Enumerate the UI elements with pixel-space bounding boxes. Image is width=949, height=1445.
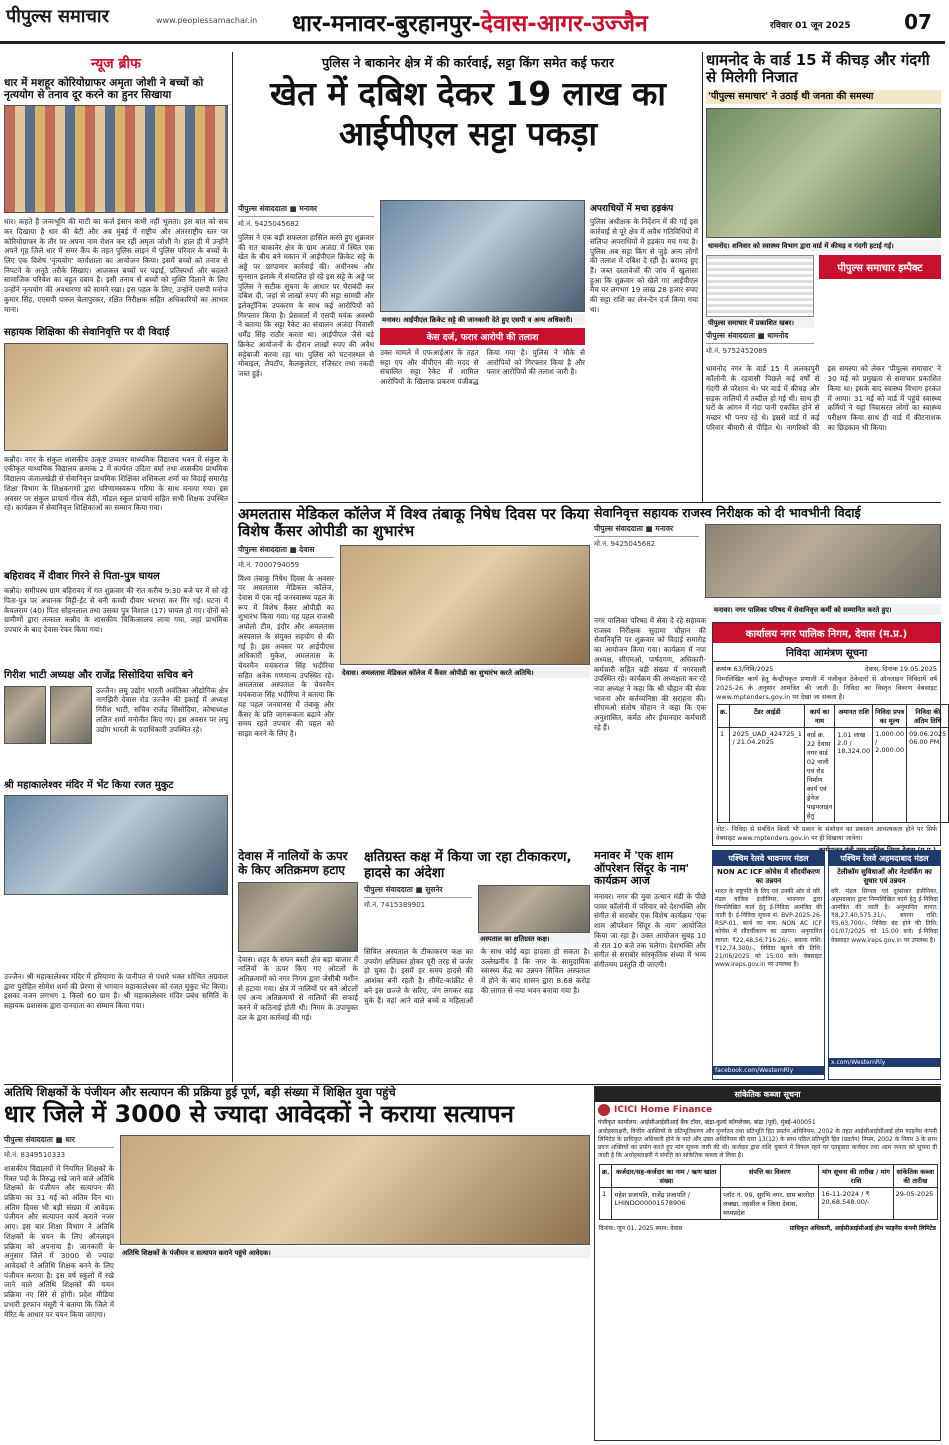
railway-ad2-body: वरि. मंडल सिग्नल एवं दूरसंचार इंजीनियर, अहमदाबाद द्वारा निम्नलिखित कार्य हेतु ई-निविदा आमंत्रित की जाती है। अनुमानित लागत: ₹8,27,40,575.31/-, बयाना राशि: ₹5,63,700/-, निविदा बंद होने की तिथि: 01/07/2025 को 15:00 बजे। ई-निविदा वेबसाइट www.ireps.gov.in पर उपलब्ध है। — [831, 888, 938, 944]
brief5-body: उज्जैन। श्री महाकालेश्वर मंदिर में हरियाणा के पानीपत से पधारे भक्त शोभित अग्रवाल द्वारा पुरोहित सोमेश शर्मा की प्रेरणा से भगवान महाकालेश्वर को रजत मुकुट भेंट किया। इसका वजन लगभग 1 किलो 60 ग्राम है। श्री महाकालेश्वर मंदिर प्रबंध समिति के सहायक प्रशासक द्वारा दानदाता का सम्मान किया गया। — [4, 972, 228, 1011]
lead-subhead: केस दर्ज, फरार आरोपी की तलाश — [380, 328, 585, 345]
retirement-body-box — [594, 616, 706, 846]
icici-table-cell: प्लॉट नं. 09, सुरभि नगर, ग्राम बालोदा लक्खा, तहसील व जिला देवास, मध्यप्रदेश — [721, 1188, 819, 1220]
railway-ad-bhavnagar — [712, 850, 825, 1080]
cancer-story — [238, 506, 590, 846]
vaccination-photo-caption: अस्पताल का क्षतिग्रस्त कक्ष। — [478, 933, 590, 944]
cancer-photo-caption: देवास। अमलतास मेडिकल कॉलेज में कैंसर ओपीडी का शुभारंभ करते अतिथि। — [340, 667, 590, 678]
icici-body: अधोहस्ताक्षरी, वित्तीय आस्तियों के प्रतिभूतिकरण और पुनर्गठन तथा प्रतिभूति हित प्रवर्तन अधिनियम, 2002 के तहत आईसीआईसीआई होम फाइनेंस कंपनी लिमिटेड के प्राधिकृत अधिकारी होने के नाते और उक्त अधिनियम की धारा 13(12) के साथ पठित प्रतिभूति हित (प्रवर्तन) नियम, 2002 के नियम 3 के साथ प्रदत्त शक्तियों का प्रयोग करते हुए मांग सूचना जारी की थी। कर्जदार द्वारा राशि चुकाने में विफल रहने पर एतद्द्वारा कर्जदार तथा आम जनता को सूचना दी जाती है कि अधोहस्ताक्षरी ने संपत्ति का सांकेतिक कब्जा ले लिया है। — [598, 1128, 937, 1160]
tender-table — [717, 704, 949, 823]
sindoor-headline: मनावर में 'एक शाम ऑपरेशन सिंदूर के नाम' कार्यक्रम आज — [594, 849, 690, 888]
logo-url: www.peoplessamachar.in — [156, 16, 258, 25]
vaccination-mobile: मो.नं. 7415389901 — [364, 901, 426, 910]
tender-table-header-cell: निविदा की अंतिम तिथि — [907, 705, 949, 728]
dhamnod-photo-caption: धामनोद। शनिवार को स्वास्थ्य विभाग द्वारा वार्ड में कीचड़ व गंदगी हटाई गई। — [706, 240, 941, 251]
drains-body: देवास। शहर के सघन बस्ती क्षेत्र बड़ा बाजार में नालियों के ऊपर किए गए ओटलों के अतिक्रमणों को नगर निगम द्वारा जेसीबी मशीन से हटाया गया। क्षेत्र में नालियों पर बने ओटलों एवं अन्य अतिक्रमणों से नालियों की सफाई करने में कठिनाई होती थी। निगम के उपायुक्त दल के द्वारा कार्रवाई की गई। — [238, 954, 358, 1022]
brief1-body: धार। कहते हैं जन्मभूमि की माटी का कर्ज इंसान कभी नहीं भूलता। इस बात को सच कर दिखाया है धार की बेटी और अब मुंबई में राष्ट्रीय और अंतरराष्ट्रीय स्तर पर कोरियोग्राफर के तौर पर अपना नाम रोशन कर रहीं अमृता जोशी ने। हाल ही में उन्होंने अपने गृह जिले धार में समर कैंप के तहत पुलिस लाइन में पुलिस परिवार के बच्चों के लिए एक विशेष 'नृत्ययोग' कार्यशाला का आयोजन किया। इसमें बच्चों को तनाव से निपटने के अनूठे तरीके सिखाए। आजकल बच्चों पर पढ़ाई, प्रतिस्पर्धा और बदलते सामाजिक परिवेश का बहुत दबाव है। इसी तनाव से बच्चों को मुक्ति दिलाने के लिए उन्होंने नृत्ययोग की अवधारणा को सामने रखा। इस पहल के लिए, उन्होंने एसपी मनोज कुमार सिंह, एएसपी पारुल बेलापुरकर, रक्षित निरीक्षक सहित अधिकारियों का आभार माना। — [4, 217, 228, 314]
railway-ad2-title: पश्चिम रेलवे अहमदाबाद मंडल — [829, 851, 940, 866]
railway-ad2-subtitle: टेलीकॉम सुविधाओं और नेटवर्किंग का सुधार एवं उन्नयन — [837, 868, 932, 885]
tender-table-cell: 2025_UAD_424725_1 / 21.04.2025 — [730, 728, 804, 823]
vaccination-byline: पीपुल्स संवाददाता ■ सुसनेर — [364, 885, 472, 898]
icici-logo-icon — [598, 1104, 610, 1116]
tender-title: निविदा आमंत्रण सूचना — [713, 643, 940, 662]
icici-company: ICICI Home Finance — [614, 1105, 713, 1115]
dhamnod-kicker: 'पीपुल्स समाचार' ने उठाई थी जनता की समस्या — [706, 90, 941, 105]
icici-table-header-cell: सांकेतिक कब्जा की तारीख — [893, 1165, 937, 1188]
lead-mobile: मो.नं. 9425045682 — [238, 220, 300, 228]
issue-date: रविवार 01 जून 2025 — [770, 21, 851, 31]
sindoor-story — [594, 850, 706, 1080]
dhamnod-impact-badge: पीपुल्स समाचार इम्पैक्ट — [819, 255, 941, 279]
retirement-byline: पीपुल्स संवाददाता ■ मनावर — [594, 524, 699, 537]
icici-table-header-cell: क्र. — [600, 1165, 612, 1188]
tender-table-header-cell: निविदा प्रपत्र का मूल्य — [873, 705, 907, 728]
brief2-headline: सहायक शिक्षिका की सेवानिवृत्ति पर दी विदाई — [4, 327, 170, 339]
icici-table-header-cell: कर्जदार/सह-कर्जदार का नाम / ऋण खाता संख्या — [612, 1165, 721, 1188]
brief2-photo — [4, 343, 228, 451]
tender-table-header-cell: क्र. — [718, 705, 730, 728]
logo: पीपुल्स समाचार — [6, 6, 109, 27]
lead-side-body: पुलिस अधीक्षक के निर्देशन में की गई इस कार्रवाई से पूरे क्षेत्र में अवैध गतिविधियों में संलिप्त अपराधियों में हड़कंप मच गया है। पुलिस अब सट्टा किंग से जुड़े अन्य लोगों की तलाश में दबिश दे रही है। बरामद हुए हैं। जब्त दस्तावेजों की जांच में खुलासा हुआ कि शुक्रवार को खेले गए आईपीएल मैच पर लगभग 19 लाख 28 हजार रुपए की सट्टा राशि का लेन-देन दर्ज किया गया था। — [590, 217, 698, 314]
vaccination-body: सिविल अस्पताल के टीकाकरण कक्ष का उपयोग क्षतिग्रस्त होकर पूरी तरह से जर्जर हो चुका है। इसमें हर समय हादसे की आशंका बनी रहती है। सीमेंट-कांक्रीट से बने इस छज्जे के सरिए, जंग लगकर सड़ चुके हैं। वहां आने वाले बच्चे व महिलाओं के साथ कोई बड़ा हादसा हो सकता है। उल्लेखनीय है कि नगर के सामुदायिक स्वास्थ्य केंद्र का उन्नयन सिविल अस्पताल में होने के बाद शासन द्वारा 8.68 करोड़ की लागत से नया भवन बनाया गया है। — [364, 947, 590, 1005]
brief4-photo-2 — [50, 686, 92, 744]
teachers-byline: पीपुल्स संवाददाता ■ धार — [4, 1135, 114, 1148]
retirement-body: नगर पालिका परिषद में सेवा दे रहे सहायक राजस्व निरीक्षक सुदामा चौहान की सेवानिवृत्ति पर शुक्रवार को विदाई समारोह का आयोजन किया गया। कार्यक्रम में नपा अध्यक्ष, सीएमओ, पार्षदगण, अधिकारी-कर्मचारी सहित बड़ी संख्या में नगरवासी उपस्थित रहे। कार्यक्रम की अध्यक्षता कर रहे नपा अध्यक्ष ने कहा कि श्री चौहान की सेवा भावना और कर्तव्यनिष्ठा की सराहना की। सीएमओ संतोष चौहान ने कहा कि एक अनुशासित, कर्मठ और ईमानदार कर्मचारी रहे हैं। — [594, 616, 706, 732]
lead-side-subhead: अपराधियों में मचा हड़कंप — [590, 204, 674, 214]
drains-headline: देवास में नालियों के ऊपर के किए अतिक्रमण हटाए — [238, 849, 348, 877]
retirement-photo-caption: मनावर। नगर पालिका परिषद में सेवानिवृत्त कर्मी को सम्मानित करते हुए। — [712, 604, 941, 615]
tender-intro: निम्नलिखित कार्य हेतु केन्द्रीयकृत प्रणाली में पंजीकृत ठेकेदारों से ऑनलाइन निविदायें वर्ष 2025-26 के अनुसार आमंत्रित की जाती हैं। निविदा का विस्तृत विवरण वेबसाइट www.mptenders.gov.in पर देखा जा सकता है। — [716, 675, 937, 701]
tender-table-cell: 09.06.2025 06.00 PM — [907, 728, 949, 823]
dhamnod-body: धामनोद नगर के वार्ड 15 में अलकापुरी कॉलोनी के रहवासी पिछले कई वर्षों से गंदगी से परेशान थे। घर वार्ड में कीचड़ और सड़क नालियों में तब्दील हो गई थी। साथ ही घरों के आंगन में गंदा पानी एकत्रित होने से मच्छर भी पनप रहे थे। इससे वार्ड में कई परिवार बीमारी से पीड़ित थे। नागरिकों की इस समस्या को लेकर 'पीपुल्स समाचार' ने 30 मई को प्रमुखता से समाचार प्रकाशित किया था। इसके बाद स्वास्थ्य विभाग हरकत में आया। 31 मई को वार्ड में पहुंचे स्वास्थ्य कर्मियों ने यहां निवासरत लोगों का स्वास्थ्य परीक्षण किया साथ ही वार्ड में कीटनाशक का छिड़काव भी किया। — [706, 364, 941, 432]
dhamnod-headline: धामनोद के वार्ड 15 में कीचड़ और गंदगी से मिलेगी निजात — [706, 51, 930, 87]
tender-notice — [712, 622, 947, 846]
brief5-body-box — [4, 972, 228, 1082]
tender-table-header-cell: अमानत राशि — [835, 705, 873, 728]
brief3-body: कन्नौद। समीपस्थ ग्राम बहिरावद में गत शुक्रवार की रात करीब 9:30 बजे घर में सो रहे पिता-पुत्र पर अचानक मिट्टी-ईंट से बनी कच्ची दीवार भरभरा कर गिर गई। घटना में केवलराम (40) पिता सोहनलाल तथा उसका पुत्र विशाल (17) घायल हो गए। दोनों को ग्रामीणों द्वारा तत्काल कन्नौद के शासकीय चिकित्सालय लाया गया, जहां प्राथमिक उपचार के बाद देवास रेफर किया गया। — [4, 586, 228, 634]
icici-footer-place: दिनांक: जून 01, 2025 स्थान: देवास — [599, 1225, 683, 1233]
brief5-headline: श्री महाकालेश्वर मंदिर में भेंट किया रजत मुकुट — [4, 779, 174, 791]
retirement-story — [594, 506, 941, 614]
lead-body: पुलिस ने एक बड़ी सफलता हासिल करते हुए शुक्रवार की रात बाकानेर क्षेत्र के ग्राम अजंदा में स्थित एक खेत के बीच बने मकान में आईपीएल क्रिकेट सट्टे के अड्डे पर छापामार कार्रवाई की। अधीनस्थ और सुनसान इलाके में संचालित हो रहे इस सट्टे के अड्डे पर पुलिस ने सटीक सूचना के आधार पर घेराबंदी कर दबिश दी, जहां से लाखों रुपए की सट्टा सामग्री और इलेक्ट्रॉनिक उपकरण के साथ कई आरोपियों को गिरफ्तार किया है। प्रेसवार्ता में एसपी मयंक अवस्थी ने बताया कि सट्टा रैकेट का संचालन अजंदा निवासी धर्मेंद्र सिंह राठौर करता था। आईपीएल जैसे बड़े क्रिकेट आयोजनों के दौरान लाखों रुपए की अवैध सट्टेबाजी करवा रहा था। पुलिस को घटनास्थल से मोबाइल, लैपटॉप, कैलकुलेटर, रजिस्टर तथा नकदी जब्त हुई। — [238, 233, 374, 379]
lead-headline: खेत में दबिश देकर 19 लाख का आईपीएल सट्टा पकड़ा — [270, 74, 666, 153]
dhamnod-clip-caption: पीपुल्स समाचार में प्रकाशित खबर। — [706, 317, 814, 328]
brief1-photo — [4, 105, 228, 213]
drains-story — [238, 850, 358, 1080]
mid-rule — [238, 502, 941, 503]
railway-ad1-footer: facebook.com/WesternRly — [713, 1066, 824, 1075]
tender-ref: क्रमांक 63/निवि/2025 — [716, 665, 774, 673]
retirement-caption-box — [712, 604, 941, 618]
lead-subhead-body: उक्त मामले में एफआईआर के तहत सट्टा एप और वीपीएन की मदद से संचालित सट्टा रैकेट में शामिल आरोपियों के खिलाफ प्रकरण पंजीबद्ध किया गया है। पुलिस ने मौके से आरोपियों को गिरफ्तार किया है और फरार आरोपियों की तलाश जारी है। — [380, 348, 585, 387]
edition-title-black: धार-मनावर-बुरहानपुर- — [292, 11, 481, 37]
cancer-headline: अमलतास मेडिकल कॉलेज में विश्व तंबाकू निषेध दिवस पर किया विशेष कैंसर ओपीडी का शुभारंभ — [238, 505, 589, 541]
retirement-headline: सेवानिवृत्त सहायक राजस्व निरीक्षक को दी भावभीनी विदाई — [594, 505, 861, 520]
dhamnod-photo — [706, 108, 941, 238]
icici-header: सांकेतिक कब्जा सूचना — [595, 1087, 940, 1102]
lead-kicker: पुलिस ने बाकानेर क्षेत्र में की कार्रवाई, सट्टा किंग समेत कई फरार — [321, 55, 615, 70]
cancer-mobile: मो.नं. 7000794059 — [238, 560, 300, 569]
cancer-body: विश्व तंबाकू निषेध दिवस के अवसर पर अमलतास मेडिकल कॉलेज, देवास में एक नई जनस्वास्थ्य पहल के रूप में विशेष कैंसर ओपीडी का शुभारंभ किया गया। यह पहल राजश्री अपोलो टीम, इंदौर और अमलतास अस्पताल के संयुक्त सहयोग से की गई है। इस अवसर पर आईपीएस अधिकारी मुकेश, अमलतास के चेयरमैन मयंकराज सिंह भदौरिया सहित अनेक गणमान्य उपस्थित रहे। अमलतास अस्पताल के चेयरमैन मयंकराज सिंह भदौरिया ने बताया कि यह पहल जनमानस में तंबाकू और कैंसर के प्रति जागरूकता बढ़ाने और समय रहते उपचार की पहल को साझा करने के लिए है। — [238, 573, 334, 738]
tender-date: देवास, दिनांक 19.05.2025 — [865, 665, 937, 673]
edition-title — [292, 6, 752, 38]
icici-table-cell: 16-11-2024 / ₹ 20,68,548.00/- — [819, 1188, 893, 1220]
tender-table-cell: वार्ड क्र. 22 देवास नगर वार्ड 02 नाली एवं रोड निर्माण कार्य एवं ड्रेनेज पाइपलाइन हेतु — [804, 728, 834, 823]
dhamnod-mobile: मो.नं. 9752452089 — [706, 347, 768, 356]
vaccination-headline: क्षतिग्रस्त कक्ष में किया जा रहा टीकाकरण, हादसे का अंदेशा — [364, 849, 572, 881]
brief3-headline: बहिरावद में दीवार गिरने से पिता-पुत्र घायल — [4, 570, 160, 582]
icici-notice — [594, 1086, 941, 1441]
railway-ad2-footer: x.com/WesternRly — [829, 1058, 940, 1067]
brief2-body: कन्नौद। नगर के संकुल शासकीय उत्कृष्ट उच्चतर माध्यमिक विद्यालय भवन में संकुल के एकीकृत माध्यमिक विद्यालय क्रमांक 2 में कार्यरत उदिता वर्मा तथा शासकीय प्राथमिक विद्यालय जंजालखेड़ी से सेवानिवृत्त प्राथमिक शिक्षिका शशिकला शर्मा का विदाई समारोह शिक्षा विभाग के शिक्षकगणों द्वारा परिणामस्वरूप गरिमा के साथ मनाया गया। इस अवसर पर संकुल प्राचार्य गौरव सेठी, मॉडल स्कूल प्राचार्य सहित सभी शिक्षक उपस्थित रहे। कार्यक्रम में सेवानिवृत्त शिक्षिकाओं का सम्मान किया गया। — [4, 454, 228, 513]
teachers-headline: धार जिले में 3000 से ज्यादा आवेदकों ने कराया सत्यापन — [4, 1100, 514, 1129]
teachers-body: शासकीय विद्यालयों में नियमित शिक्षकों के रिक्त पदों के विरुद्ध रखे जाने वाले अतिथि शिक्षकों के पंजीयन और सत्यापन की प्रक्रिया का 31 मई को अंतिम दिन था। अंतिम दिवस भी बड़ी संख्या में आवेदक पंजीयन और सत्यापन कार्य कराने नजर आए। इस बार शिक्षा विभाग ने अतिथि शिक्षकों के चयन के लिए ऑनलाइन प्रक्रिया को अपनाया है। जानकारी के अनुसार जिले में 3000 से ज्यादा आवेदकों ने अतिथि शिक्षक बनने के लिए पंजीयन कराया है। इस वर्ष स्कूलों में रखे जाने वाले अतिथि शिक्षकों की चयन प्रक्रिया नए सिरे से होगी। प्रदेश मीडिया प्रभारी इरफान मंसूरी ने बताया कि जिले में मेरिट के आधार पर चयन किया जाएगा। — [4, 1163, 114, 1319]
tender-office: कार्यालय नगर पालिक निगम, देवास (म.प्र.) — [713, 623, 940, 643]
brief4-photo-1 — [4, 686, 46, 744]
brief4-body: उज्जैन। लघु उद्योग भारती अवंतिका औद्योगिक क्षेत्र नागझिरी देवास रोड उज्जैन की इकाई में अध्यक्ष गिरीश भाटी, सचिव राजेंद्र सिसोदिया, कोषाध्यक्ष ललित शर्मा मनोनीत किए गए। इस अवसर पर लघु उद्योग भारती के पदाधिकारी उपस्थित रहे। — [96, 685, 228, 734]
brief5-photo — [4, 795, 228, 895]
sindoor-body: मनावर। नगर की युवा उत्थान मंडी के पीछे पावर कॉलोनी में परिवार को देशभक्ति और संगीत से सराबोर एक विशेष कार्यक्रम 'एक शाम ऑपरेशन सिंदूर के नाम' आयोजित किया जा रहा है। उक्त आयोजन सुबह 10 से रात 10 बजे तक चलेगा। देशभक्ति और संगीत से सराबोर सांस्कृतिक संध्या में भव्य संगीतमय प्रस्तुति दी जाएगी। — [594, 891, 706, 969]
dhamnod-byline: पीपुल्स संवाददाता ■ धामनोद — [706, 331, 814, 344]
page-number: 07 — [904, 10, 932, 34]
tender-table-cell: 1,000.00 / 2,000.00 — [873, 728, 907, 823]
vaccination-photo — [478, 885, 590, 933]
icici-table-header-cell: संपत्ति का विवरण — [721, 1165, 819, 1188]
tender-table-cell: 1 — [718, 728, 730, 823]
icici-table-row — [600, 1188, 938, 1220]
teachers-kicker: अतिथि शिक्षकों के पंजीयन और सत्यापन की प्रक्रिया हुई पूर्ण, बड़ी संख्या में शिक्षित युवा पहुंचे — [4, 1085, 396, 1099]
lead-byline: पीपुल्स संवाददाता ■ मनावर — [238, 204, 374, 217]
dhamnod-story — [706, 52, 941, 500]
tender-table-cell: 1.01 लाख 2.0 / 18,324.00 — [835, 728, 873, 823]
news-brief-label: न्यूज ब्रीफ — [91, 56, 141, 72]
tender-table-row — [718, 728, 949, 823]
icici-table-cell: महेश प्रजापति, राजेंद्र प्रजापति / LHINDO00001578906 — [612, 1188, 721, 1220]
news-brief-column — [4, 52, 228, 964]
teachers-story — [4, 1086, 590, 1441]
drains-photo — [238, 882, 358, 952]
railway-ad1-title: पश्चिम रेलवे भावनगर मंडल — [713, 851, 824, 866]
retirement-mobile: मो.नं. 9425045682 — [594, 540, 656, 549]
teachers-mobile: मो.नं. 8349510333 — [4, 1150, 66, 1159]
railway-ad1-body: भारत के राष्ट्रपति के लिए एवं उनकी ओर से वरि. मंडल यांत्रिक इंजीनियर, भावनगर द्वारा निम्नलिखित कार्य हेतु ई-निविदा आमंत्रित की जाती है। ई-निविदा सूचना सं. BVP-2025-26-RSP-01, कार्य का नाम: NON AC ICF कोचेस में सौंदर्यीकरण का उन्नयन। अनुमानित लागत: ₹22,48,56,716.26/-, बयाना राशि: ₹12,74,300/-, निविदा खुलने की तिथि: 21/06/2025 को 15:00 बजे। वेबसाइट www.ireps.gov.in पर उपलब्ध है। — [715, 888, 822, 968]
icici-footer-sign: प्राधिकृत अधिकारी, आईसीआईसीआई होम फाइनेंस कंपनी लिमिटेड — [789, 1225, 936, 1233]
teachers-photo — [120, 1135, 590, 1245]
tender-table-header-cell: टेंडर आईडी — [730, 705, 804, 728]
teachers-photo-caption: अतिथि शिक्षकों के पंजीयन व सत्यापन कराने पहुंचे आवेदक। — [120, 1247, 590, 1258]
tender-table-header-cell: कार्य का नाम — [804, 705, 834, 728]
dhamnod-clipping — [706, 255, 814, 317]
vaccination-story — [364, 850, 590, 1080]
right-column-rule — [702, 52, 703, 502]
retirement-photo — [705, 524, 941, 598]
icici-address: पंजीकृत कार्यालय: आईसीआईसीआई बैंक टॉवर, बांद्रा-कुर्ला कॉम्प्लेक्स, बांद्रा (पूर्व), मुंबई-400051 — [598, 1119, 816, 1126]
edition-title-red: देवास-आगर-उज्जैन — [480, 11, 648, 37]
icici-table-cell: 1 — [600, 1188, 612, 1220]
lead-photo — [380, 200, 585, 312]
cancer-byline: पीपुल्स संवाददाता ■ देवास — [238, 545, 334, 558]
railway-ad1-subtitle: NON AC ICF कोचेस में सौंदर्यीकरण का उन्नयन — [717, 868, 820, 885]
tender-note: नोट:- निविदा से संबंधित किसी भी प्रकार के संशोधन का प्रकाशन आवश्यकता होने पर सिर्फ वेबसाइट www.mptenders.gov.in पर ही दिखाया जावेगा। — [716, 826, 937, 842]
lead-story — [238, 52, 698, 500]
icici-table — [599, 1164, 938, 1220]
brief4-headline: गिरीश भाटी अध्यक्ष और राजेंद्र सिसोदिया सचिव बने — [4, 670, 193, 682]
lead-photo-caption: मनावर। आईपीएल क्रिकेट सट्टे की जानकारी देते हुए एसपी व अन्य अधिकारी। — [380, 314, 585, 325]
icici-table-cell: 29-05-2025 — [893, 1188, 937, 1220]
brief1-headline: धार में मशहूर कोरियोग्राफर अमृता जोशी ने बच्चों को नृत्ययोग से तनाव दूर करने का हुनर सिखाया — [4, 77, 204, 102]
masthead — [0, 0, 945, 44]
icici-table-header-cell: मांग सूचना की तारीख / मांग राशि — [819, 1165, 893, 1188]
cancer-photo — [340, 545, 590, 665]
left-column-rule — [232, 52, 233, 1082]
railway-ad-ahmedabad — [828, 850, 941, 1080]
